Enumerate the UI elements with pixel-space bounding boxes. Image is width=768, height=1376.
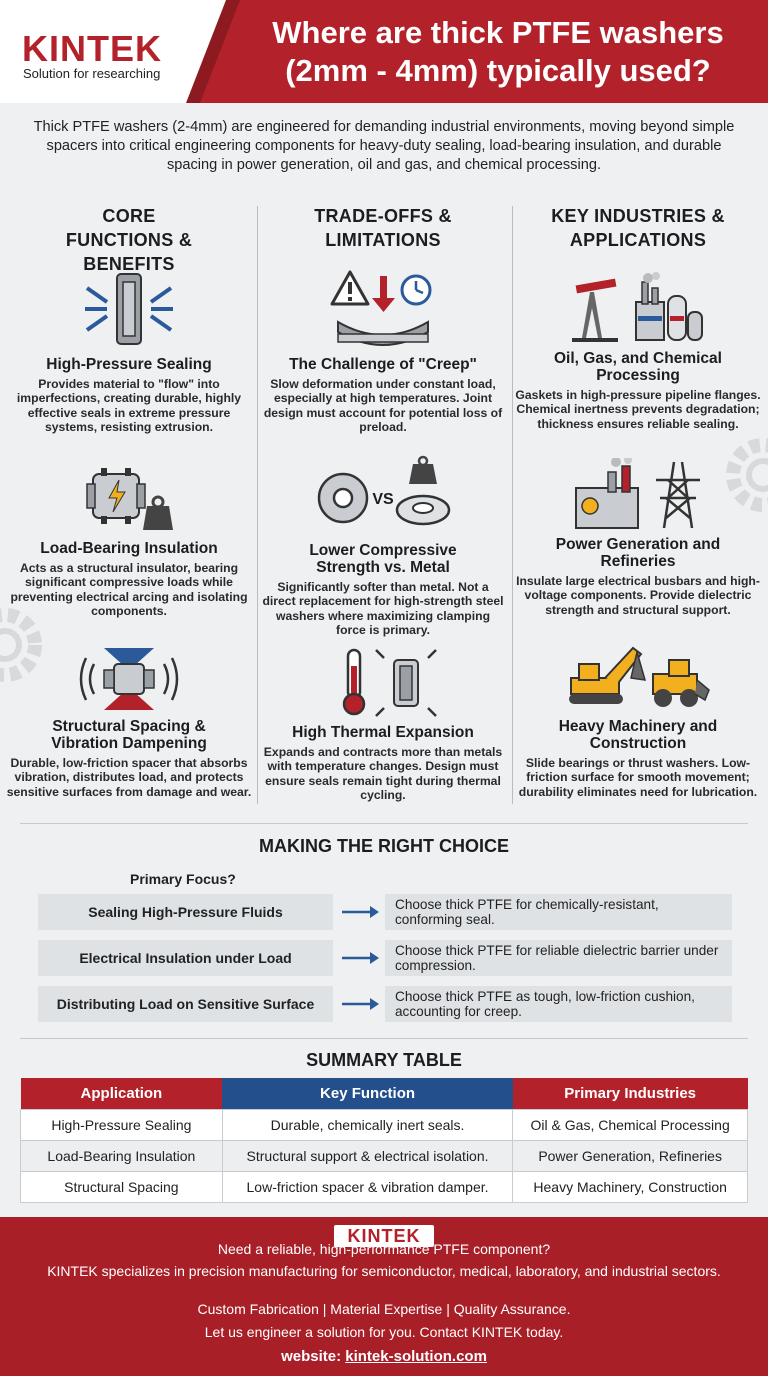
construction-icon: [565, 644, 711, 710]
table-cell: Load-Bearing Insulation: [21, 1140, 223, 1171]
item-title: Load-Bearing Insulation: [40, 540, 218, 557]
item-compressive-strength: [260, 454, 506, 637]
creep-icon: [328, 268, 438, 350]
column-title: KEY INDUSTRIES & APPLICATIONS: [551, 206, 725, 250]
item-title: Structural Spacing & Vibration Dampening: [51, 718, 207, 752]
item-description: Slow deformation under constant load, especially at high temperatures. Joint design must account for potential loss of preload.: [263, 377, 503, 434]
choice-row: [38, 894, 732, 930]
footer-website: [20, 1349, 748, 1364]
choice-focus: Sealing High-Pressure Fluids: [38, 894, 333, 930]
item-structural-spacing: [6, 646, 252, 799]
section-divider: [20, 1038, 748, 1039]
item-title: Oil, Gas, and Chemical Processing: [554, 350, 722, 384]
item-description: Expands and contracts more than metals with temperature changes. Design must ensure seals remain tight during thermal cycling.: [263, 745, 503, 802]
website-link[interactable]: kintek-solution.com: [345, 1348, 487, 1365]
column-industries: [515, 204, 761, 799]
table-row: [21, 1109, 748, 1140]
item-oil-gas: [515, 272, 761, 431]
item-title: Power Generation and Refineries: [555, 536, 721, 570]
choice-row: [38, 986, 732, 1022]
item-high-pressure-sealing: [6, 268, 252, 434]
item-description: Gaskets in high-pressure pipeline flanges. Chemical inertness prevents degradation; thickness ensures reliable sealing.: [515, 388, 761, 431]
footer-logo[interactable]: KINTEK: [334, 1225, 434, 1247]
table-cell: Structural Spacing: [21, 1171, 223, 1202]
website-label: website:: [281, 1348, 342, 1365]
item-creep: [260, 268, 506, 434]
item-title: Heavy Machinery and Construction: [558, 718, 718, 752]
table-cell: Low-friction spacer & vibration damper.: [222, 1171, 513, 1202]
thermal-expansion-icon: [328, 648, 438, 718]
footer-line: Custom Fabrication | Material Expertise | Quality Assurance.: [197, 1301, 571, 1317]
table-cell: High-Pressure Sealing: [21, 1109, 223, 1140]
arrow-right-icon: [340, 903, 380, 921]
power-plant-icon: [568, 458, 708, 530]
column-title: CORE FUNCTIONS & BENEFITS: [65, 206, 193, 274]
column-divider: [512, 206, 513, 804]
item-description: Provides material to "flow" into imperfections, creating durable, highly effective seals in extreme pressure systems, resisting extrusion.: [16, 377, 242, 434]
choice-row: [38, 940, 732, 976]
table-header: Application: [21, 1078, 223, 1109]
table-cell: Durable, chemically inert seals.: [222, 1109, 513, 1140]
item-load-bearing-insulation: [6, 466, 252, 618]
footer-line: Let us engineer a solution for you. Contact KINTEK today.: [204, 1324, 564, 1340]
column-core-functions: [6, 204, 252, 799]
choice-result: Choose thick PTFE for chemically-resistant, conforming seal.: [385, 894, 732, 930]
summary-table: [20, 1078, 748, 1203]
intro-text: Thick PTFE washers (2-4mm) are engineered for demanding industrial environments, moving beyond simple spacers into critical engineering components for heavy-duty sealing, load-bearing insulation, and durable spacing in power generation, oil and gas, and chemical processing.: [33, 119, 735, 173]
item-title: High-Pressure Sealing: [46, 356, 212, 373]
item-title: High Thermal Expansion: [292, 724, 474, 741]
arrow-right-icon: [340, 995, 380, 1013]
vibration-icon: [74, 646, 184, 712]
item-description: Acts as a structural insulator, bearing significant compressive loads while preventing electrical arcing and isolating components.: [10, 561, 248, 618]
column-title: TRADE-OFFS & LIMITATIONS: [314, 206, 452, 250]
primary-focus-label: Primary Focus?: [130, 871, 236, 887]
column-trade-offs: [260, 204, 506, 802]
pressure-seal-icon: [79, 268, 179, 350]
item-description: Slide bearings or thrust washers. Low-friction surface for smooth movement; durability eliminates need for lubrication.: [518, 756, 758, 799]
header: [0, 0, 768, 103]
arrow-right-icon: [340, 949, 380, 967]
item-power-generation: [515, 458, 761, 617]
item-description: Durable, low-friction spacer that absorbs vibration, distributes load, and protects sensitive surfaces from damage and wear.: [6, 756, 252, 799]
section-divider: [20, 823, 748, 824]
kintek-logo[interactable]: KINTEK: [22, 28, 162, 69]
choice-focus: Distributing Load on Sensitive Surface: [38, 986, 333, 1022]
table-header: Key Function: [222, 1078, 513, 1109]
table-cell: Power Generation, Refineries: [513, 1140, 748, 1171]
logo-tagline: Solution for researching: [23, 66, 161, 81]
page-title: Where are thick PTFE washers (2mm - 4mm) typically used?: [272, 15, 724, 88]
choice-section-title: MAKING THE RIGHT CHOICE: [259, 836, 509, 856]
footer-line: Need a reliable, high-performance PTFE component?: [217, 1241, 551, 1257]
footer-line: KINTEK specializes in precision manufacturing for semiconductor, medical, laboratory, and industrial sectors.: [47, 1263, 721, 1279]
table-header: Primary Industries: [513, 1078, 748, 1109]
item-description: Insulate large electrical busbars and high-voltage components. Provide dielectric strength and structural support.: [516, 574, 760, 617]
table-cell: Oil & Gas, Chemical Processing: [513, 1109, 748, 1140]
summary-section-title: SUMMARY TABLE: [306, 1050, 462, 1070]
table-row: [21, 1140, 748, 1171]
item-title: The Challenge of "Creep": [289, 356, 477, 373]
item-description: Significantly softer than metal. Not a direct replacement for high-strength steel washers where maximizing clamping force is primary.: [262, 580, 504, 637]
table-cell: Structural support & electrical isolation.: [222, 1140, 513, 1171]
vs-label: VS: [372, 491, 394, 508]
insulation-icon: [79, 466, 179, 534]
column-divider: [257, 206, 258, 804]
choice-result: Choose thick PTFE for reliable dielectric barrier under compression.: [385, 940, 732, 976]
footer: [0, 1217, 768, 1376]
choice-result: Choose thick PTFE as tough, low-friction cushion, accounting for creep.: [385, 986, 732, 1022]
item-title: Lower Compressive Strength vs. Metal: [309, 542, 457, 576]
oil-gas-icon: [568, 272, 708, 344]
item-heavy-machinery: [515, 644, 761, 799]
table-cell: Heavy Machinery, Construction: [513, 1171, 748, 1202]
compressive-strength-icon: [313, 454, 453, 534]
choice-focus: Electrical Insulation under Load: [38, 940, 333, 976]
item-thermal-expansion: [260, 648, 506, 802]
table-row: [21, 1171, 748, 1202]
